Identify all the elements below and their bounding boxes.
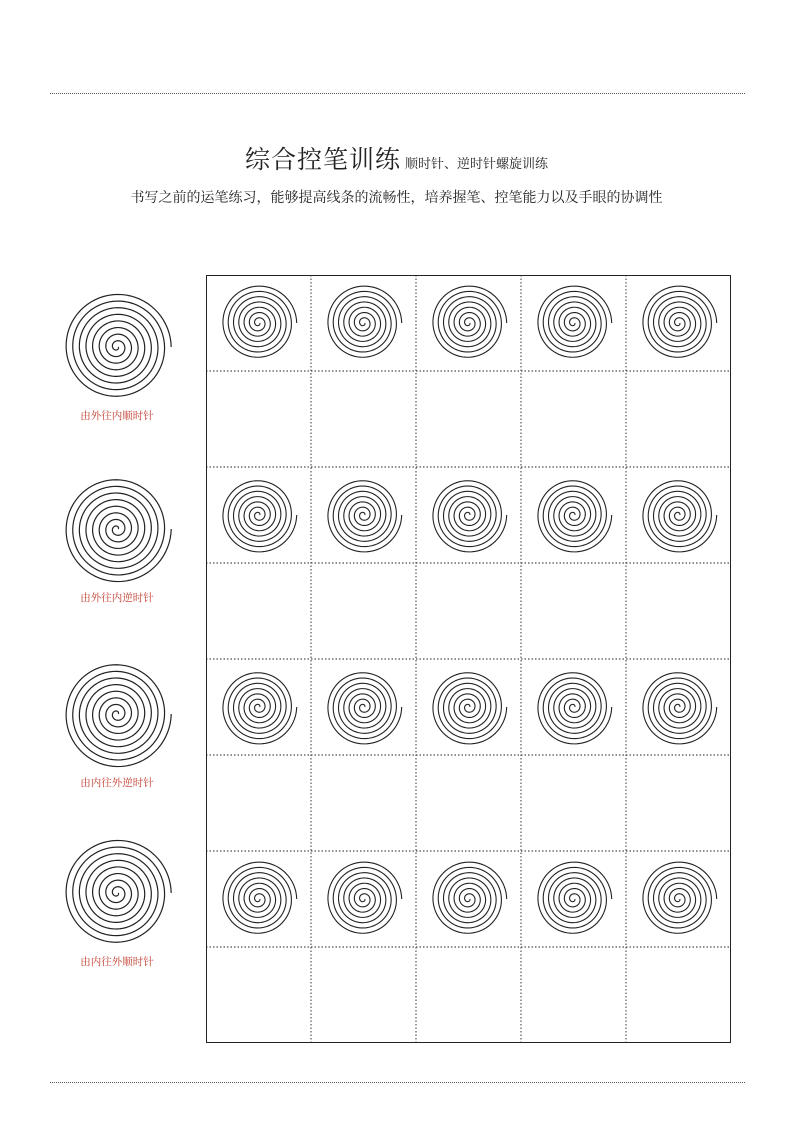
model-spiral-2 [60, 472, 174, 605]
spiral-icon [60, 472, 174, 586]
page-subtitle: 顺时针、逆时针螺旋训练 [405, 157, 549, 172]
spiral-icon [433, 862, 507, 933]
model-spiral-4 [60, 836, 174, 969]
spiral-icon [60, 657, 174, 771]
spiral-icon [66, 480, 171, 582]
spiral-icon [60, 290, 174, 404]
page-description: 书写之前的运笔练习，能够提高线条的流畅性，培养握笔、控笔能力以及手眼的协调性 [130, 190, 663, 206]
spiral-icon [538, 862, 612, 933]
model-label: 由外往内顺时针 [80, 410, 154, 422]
spiral-icon [538, 481, 612, 552]
model-spiral-1 [60, 290, 174, 423]
model-label: 由内往外逆时针 [80, 777, 154, 789]
spiral-icon [223, 673, 297, 744]
spiral-icon [328, 673, 402, 744]
spiral-icon [66, 840, 171, 942]
spiral-icon [433, 286, 507, 357]
practice-grid [206, 275, 731, 1043]
spiral-icon [538, 286, 612, 357]
header [0, 140, 793, 176]
spiral-icon [328, 481, 402, 552]
bottom-divider [50, 1082, 745, 1083]
spiral-icon [433, 481, 507, 552]
grid-lines [206, 275, 731, 1043]
spiral-icon [223, 481, 297, 552]
model-label: 由外往内逆时针 [80, 592, 154, 604]
page-title: 综合控笔训练 [244, 145, 401, 174]
spiral-icon [433, 673, 507, 744]
spiral-icon [66, 665, 171, 767]
spiral-icon [66, 294, 171, 396]
spiral-icon [223, 286, 297, 357]
spiral-icon [328, 862, 402, 933]
spiral-icon [643, 481, 717, 552]
spiral-icon [328, 286, 402, 357]
spiral-icon [60, 836, 174, 950]
spiral-icon [643, 286, 717, 357]
model-label: 由内往外顺时针 [80, 956, 154, 968]
model-spiral-3 [60, 657, 174, 790]
spiral-icon [643, 673, 717, 744]
spiral-icon [538, 673, 612, 744]
spiral-icon [223, 862, 297, 933]
spiral-icon [643, 862, 717, 933]
top-divider [50, 93, 745, 94]
